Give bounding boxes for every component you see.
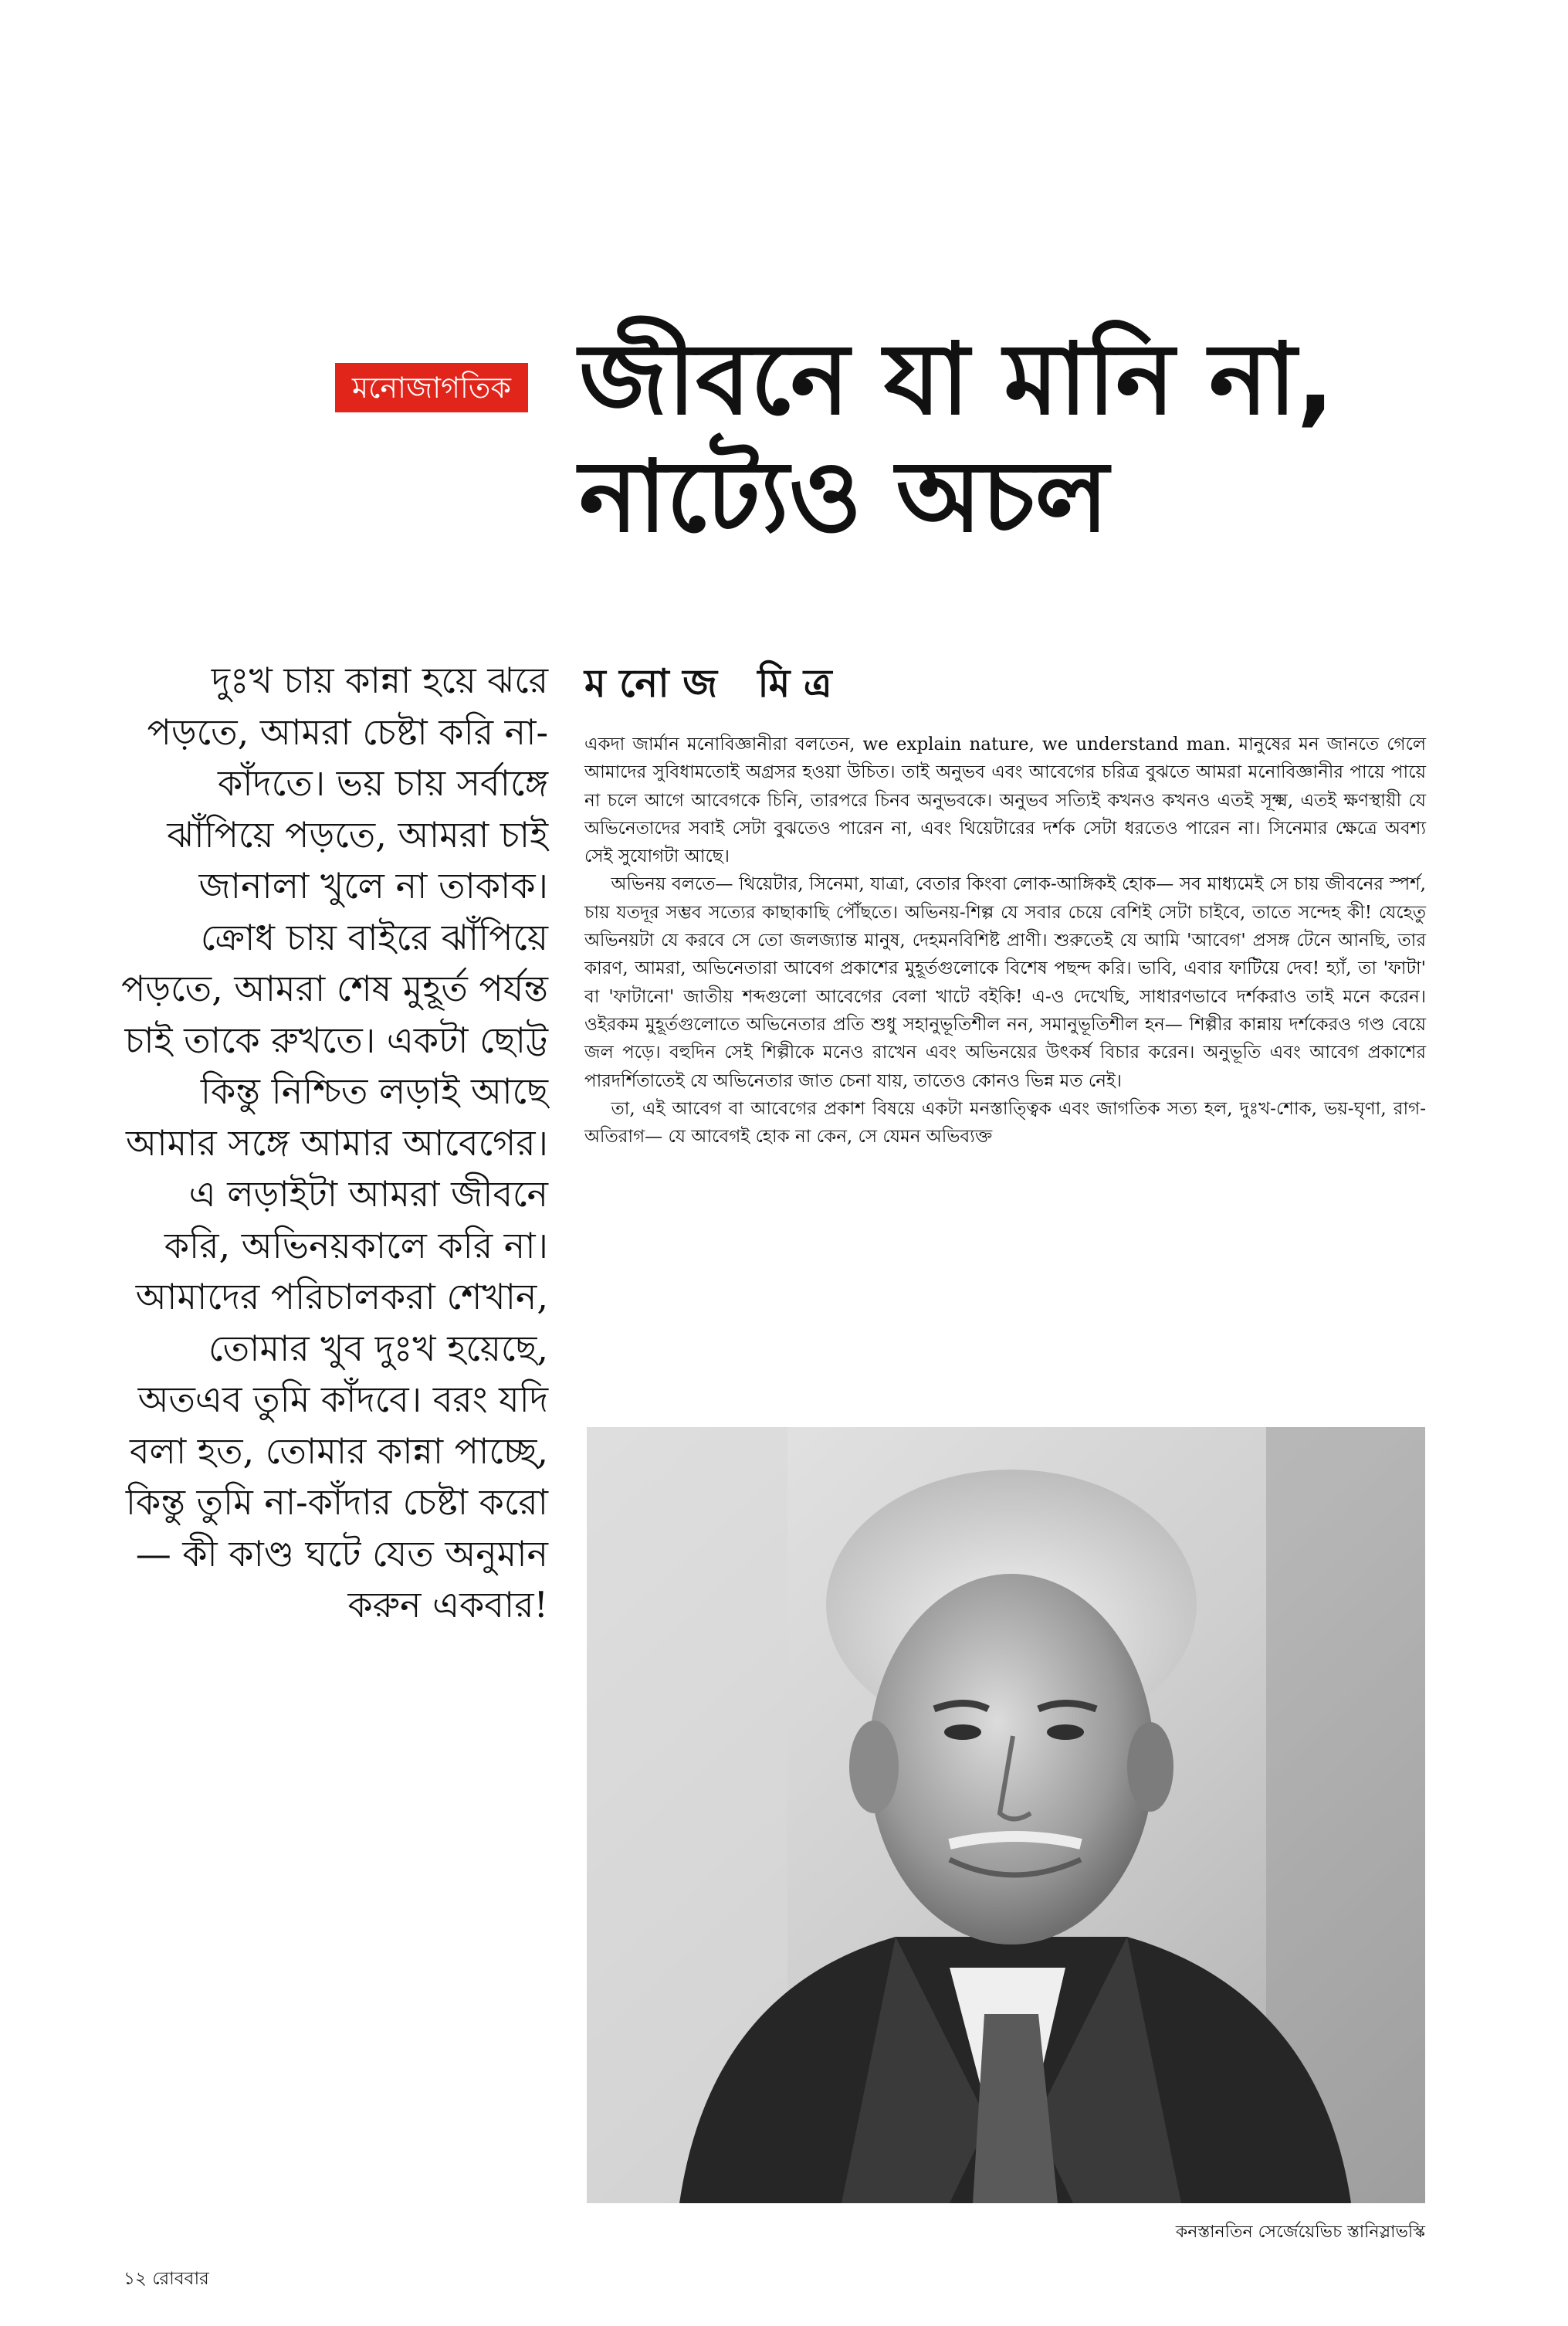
page-folio: ১২ রোববার	[124, 2269, 209, 2289]
portrait-photo	[587, 1427, 1425, 2203]
pull-quote: দুঃখ চায় কান্না হয়ে ঝরে পড়তে, আমরা চেষ্টা করি না-কাঁদতে। ভয় চায় সর্বাঙ্গে ঝাঁপিয়ে পড়তে, আমরা চাই জানালা খুলে না তাকাক। ক্রোধ চায় বাইরে ঝাঁপিয়ে পড়তে, আমরা শেষ মুহূর্ত পর্যন্ত চাই তাকে রুখতে। একটা ছোট্ট কিন্তু নিশ্চিত লড়াই আছে আমার সঙ্গে আমার আবেগের। এ লড়াইটা আমরা জীবনে করি, অভিনয়কালে করি না। আমাদের পরিচালকরা শেখান, তোমার খুব দুঃখ হয়েছে, অতএব তুমি কাঁদবে। বরং যদি বলা হত, তোমার কান্না পাচ্ছে, কিন্তু তুমি না-কাঁদার চেষ্টা করো— কী কাণ্ড ঘটে যেত অনুমান করুন একবার!	[121, 659, 548, 1626]
article-body	[584, 731, 1426, 1151]
photo-caption: কনস্তানতিন সের্জেয়েভিচ স্তানিস্লাভস্কি	[1175, 2223, 1425, 2242]
portrait-illustration	[587, 1427, 1425, 2203]
headline	[579, 321, 1505, 556]
byline: মনোজ মিত্র	[584, 660, 846, 706]
headline-line-1: জীবনে যা মানি না,	[579, 322, 1335, 437]
body-paragraph-2: অভিনয় বলতে— থিয়েটার, সিনেমা, যাত্রা, বেতার কিংবা লোক-আঙ্গিকই হোক— সব মাধ্যমেই সে চায় জীবনের স্পর্শ, চায় যতদূর সম্ভব সত্যের কাছাকাছি পৌঁছতে। অভিনয়-শিল্প যে সবার চেয়ে বেশিই সেটা চাইবে, তাতে সন্দেহ কী! যেহেতু অভিনয়টা যে করবে সে তো জলজ্যান্ত মানুষ, দেহমনবিশিষ্ট প্রাণী। শুরুতেই যে আমি 'আবেগ' প্রসঙ্গ টেনে আনছি, তার কারণ, আমরা, অভিনেতারা আবেগ প্রকাশের মুহূর্তগুলোকে বিশেষ পছন্দ করি। ভাবি, এবার ফাটিয়ে দেব! হ্যাঁ, তা 'ফাটা' বা 'ফাটানো' জাতীয় শব্দগুলো আবেগের বেলা খাটে বইকি! এ-ও দেখেছি, সাধারণভাবে দর্শকরাও তাই মনে করেন। ওইরকম মুহূর্তগুলোতে অভিনেতার প্রতি শুধু সহানুভূতিশীল নন, সমানুভূতিশীল হন— শিল্পীর কান্নায় দর্শকেরও গণ্ড বেয়ে জল পড়ে। বহুদিন সেই শিল্পীকে মনেও রাখেন এবং অভিনয়ের উৎকর্ষ বিচার করেন। অনুভূতি এবং আবেগ প্রকাশের পারদর্শিতাতেই যে অভিনেতার জাত চেনা যায়, তাতেও কোনও ভিন্ন মত নেই।	[584, 874, 1426, 1091]
section-tag: মনোজাগতিক	[335, 363, 528, 412]
body-paragraph-1: একদা জার্মান মনোবিজ্ঞানীরা বলতেন, we explain nature, we understand man. মানুষের মন জানতে গেলে আমাদের সুবিধামতোই অগ্রসর হওয়া উচিত। তাই অনুভব এবং আবেগের চরিত্র বুঝতে আমরা মনোবিজ্ঞানীর পায়ে পায়ে না চলে আগে আবেগকে চিনি, তারপরে চিনব অনুভবকে। অনুভব সত্যিই কখনও কখনও এতই সূক্ষ্ম, এতই ক্ষণস্থায়ী যে অভিনেতাদের সবাই সেটা বুঝতেও পারেন না, এবং থিয়েটারের দর্শক সেটা ধরতেও পারেন না। সিনেমার ক্ষেত্রে অবশ্য সেই সুযোগটা আছে।	[584, 734, 1426, 867]
body-paragraph-3: তা, এই আবেগ বা আবেগের প্রকাশ বিষয়ে একটা মনস্তাত্ত্বিক এবং জাগতিক সত্য হল, দুঃখ-শোক, ভয়-ঘৃণা, রাগ-অতিরাগ— যে আবেগই হোক না কেন, সে যেমন অভিব্যক্ত	[584, 1098, 1426, 1148]
headline-line-2: নাট্যেও অচল	[579, 439, 1109, 554]
